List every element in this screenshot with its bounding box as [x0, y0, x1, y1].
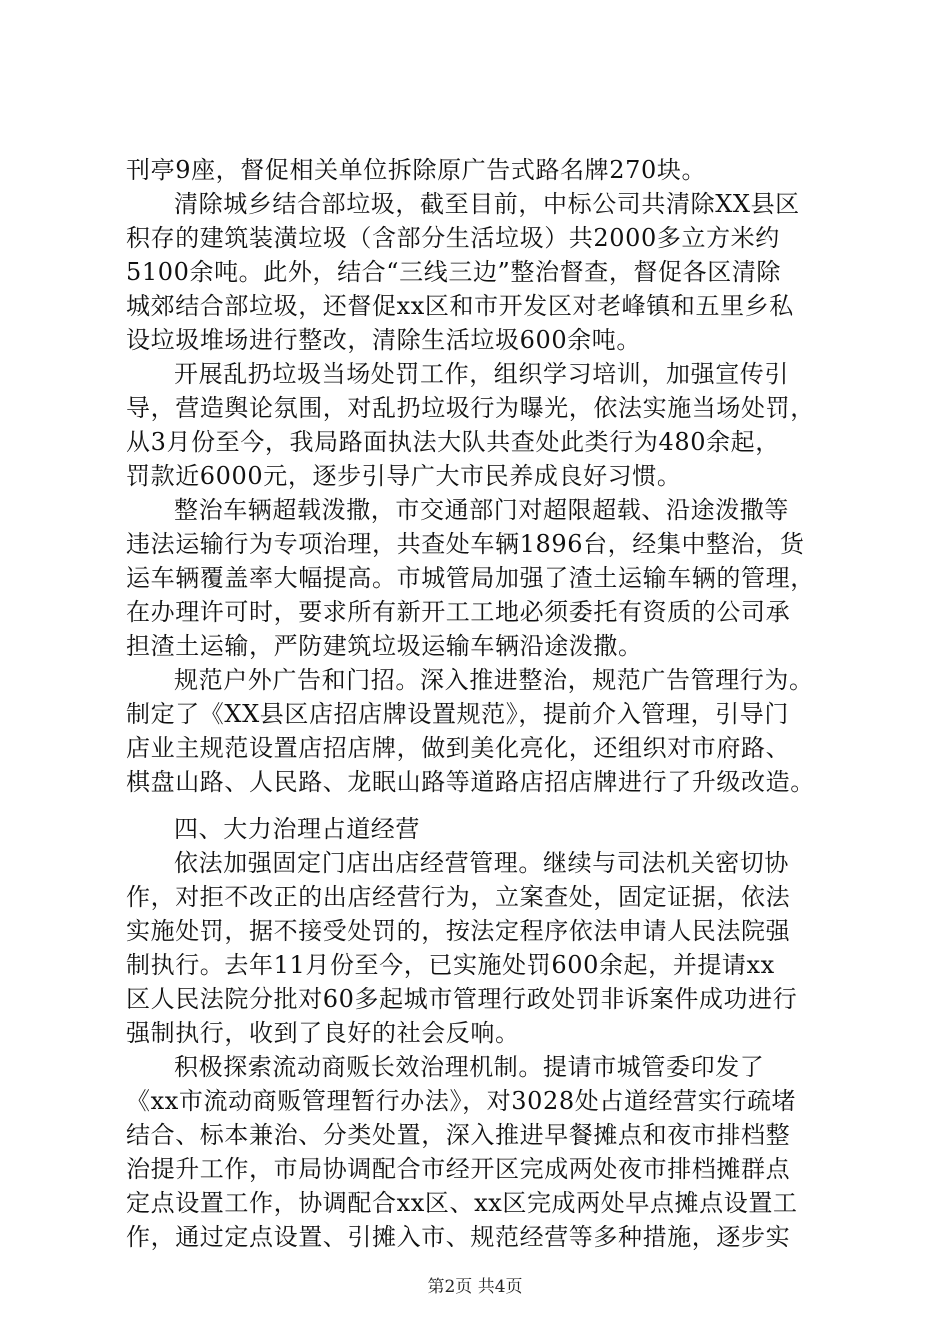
text-line: 积极探索流动商贩长效治理机制。提请市城管委印发了 — [174, 1053, 765, 1081]
text-line: 积存的建筑装潢垃圾（含部分生活垃圾）共2000多立方米约 — [126, 224, 780, 252]
text-line: 实施处罚，据不接受处罚的，按法定程序依法申请人民法院强 — [126, 917, 791, 945]
section-heading: 四、大力治理占道经营 — [174, 815, 420, 843]
text-line: 治提升工作，市局协调配合市经开区完成两处夜市排档摊群点 — [126, 1155, 791, 1183]
text-line: 制执行。去年11月份至今，已实施处罚600余起，并提请xx — [126, 951, 775, 979]
text-line: 违法运输行为专项治理，共查处车辆1896台，经集中整治，货 — [126, 530, 805, 558]
text-line: 担渣土运输，严防建筑垃圾运输车辆沿途泼撒。 — [126, 632, 643, 660]
text-line: 定点设置工作，协调配合xx区、xx区完成两处早点摊点设置工 — [126, 1189, 798, 1217]
text-line: 《xx市流动商贩管理暂行办法》，对3028处占道经营实行疏堵 — [126, 1087, 797, 1115]
text-line: 开展乱扔垃圾当场处罚工作，组织学习培训，加强宣传引 — [174, 360, 789, 388]
text-line: 刊亭9座，督促相关单位拆除原广告式路名牌270块。 — [126, 156, 707, 184]
text-line: 运车辆覆盖率大幅提高。市城管局加强了渣土运输车辆的管理， — [126, 564, 815, 592]
text-line: 清除城乡结合部垃圾，截至目前，中标公司共清除XX县区 — [174, 190, 800, 218]
text-line: 从3月份至今，我局路面执法大队共查处此类行为480余起， — [126, 428, 780, 456]
text-line: 强制执行，收到了良好的社会反响。 — [126, 1019, 520, 1047]
text-line: 罚款近6000元，逐步引导广大市民养成良好习惯。 — [126, 462, 682, 490]
text-line: 5100余吨。此外，结合“三线三边”整治督查，督促各区清除 — [126, 258, 782, 286]
text-line: 导，营造舆论氛围，对乱扔垃圾行为曝光，依法实施当场处罚， — [126, 394, 815, 422]
text-line: 规范户外广告和门招。深入推进整治，规范广告管理行为。 — [174, 666, 814, 694]
text-line: 依法加强固定门店出店经营管理。继续与司法机关密切协 — [174, 849, 789, 877]
text-line: 店业主规范设置店招店牌，做到美化亮化，还组织对市府路、 — [126, 734, 791, 762]
text-line: 城郊结合部垃圾，还督促xx区和市开发区对老峰镇和五里乡私 — [126, 292, 794, 320]
text-line: 整治车辆超载泼撒，市交通部门对超限超载、沿途泼撒等 — [174, 496, 789, 524]
text-line: 设垃圾堆场进行整改，清除生活垃圾600余吨。 — [126, 326, 642, 354]
text-line: 作，对拒不改正的出店经营行为，立案查处，固定证据，依法 — [126, 883, 791, 911]
text-line: 棋盘山路、人民路、龙眠山路等道路店招店牌进行了升级改造。 — [126, 768, 815, 796]
text-line: 作，通过定点设置、引摊入市、规范经营等多种措施，逐步实 — [126, 1223, 791, 1251]
page-number-footer: 第2页 共4页 — [427, 1277, 523, 1297]
text-line: 在办理许可时，要求所有新开工工地必须委托有资质的公司承 — [126, 598, 791, 626]
text-line: 制定了《XX县区店招店牌设置规范》，提前介入管理，引导门 — [126, 700, 789, 728]
text-line: 结合、标本兼治、分类处置，深入推进早餐摊点和夜市排档整 — [126, 1121, 791, 1149]
text-line: 区人民法院分批对60多起城市管理行政处罚非诉案件成功进行 — [126, 985, 798, 1013]
